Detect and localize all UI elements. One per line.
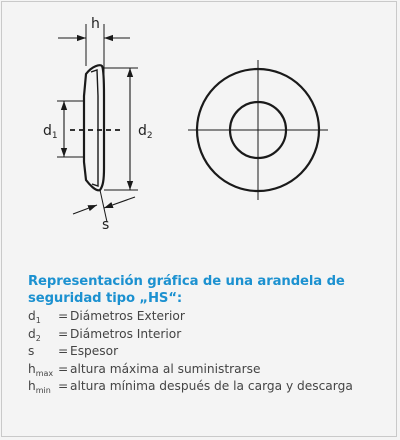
legend-equals: =: [58, 309, 69, 323]
legend-symbol: s: [28, 344, 35, 358]
legend-description: altura máxima al suministrarse: [70, 361, 261, 376]
legend-row-d1: [28, 309, 388, 327]
legend-row-hmin: [28, 379, 388, 397]
legend-row-d2: [28, 327, 388, 345]
legend-description: Espesor: [70, 344, 119, 358]
legend-equals: =: [58, 379, 69, 393]
legend-equals: =: [58, 344, 69, 358]
legend-equals: =: [58, 361, 69, 376]
caption-title-line2: seguridad tipo „HS“:: [28, 291, 183, 306]
s-arrow-in: [73, 205, 97, 214]
d1-label: $d_1$: [43, 123, 58, 141]
s-label: s: [102, 217, 110, 233]
legend-symbol: $d_1$: [28, 309, 41, 325]
washer-front-view: [188, 60, 328, 200]
washer-inner-line: [91, 70, 98, 186]
legend-equals: =: [58, 326, 69, 341]
caption-title-line1: Representación gráfica de una arandela de: [28, 274, 345, 289]
washer-side-view: [57, 24, 138, 222]
legend-row-hmax: [28, 362, 388, 380]
washer-profile: [84, 65, 104, 190]
legend-description: altura mínima después de la carga y descarga: [70, 379, 353, 393]
legend-row-s: [28, 344, 388, 362]
legend-symbol: $h_{max}$: [28, 361, 54, 378]
legend-description: Diámetros Interior: [70, 326, 182, 341]
legend-description: Diámetros Exterior: [70, 309, 185, 323]
figure-caption: [28, 273, 388, 397]
s-arrow-out: [104, 197, 135, 208]
d2-label: $d_2$: [138, 123, 153, 141]
h-label: h: [91, 16, 100, 32]
caption-title: [28, 273, 388, 307]
legend-list: [28, 309, 388, 397]
legend-symbol: $h_{min}$: [28, 379, 51, 395]
legend-symbol: $d_2$: [28, 326, 41, 343]
